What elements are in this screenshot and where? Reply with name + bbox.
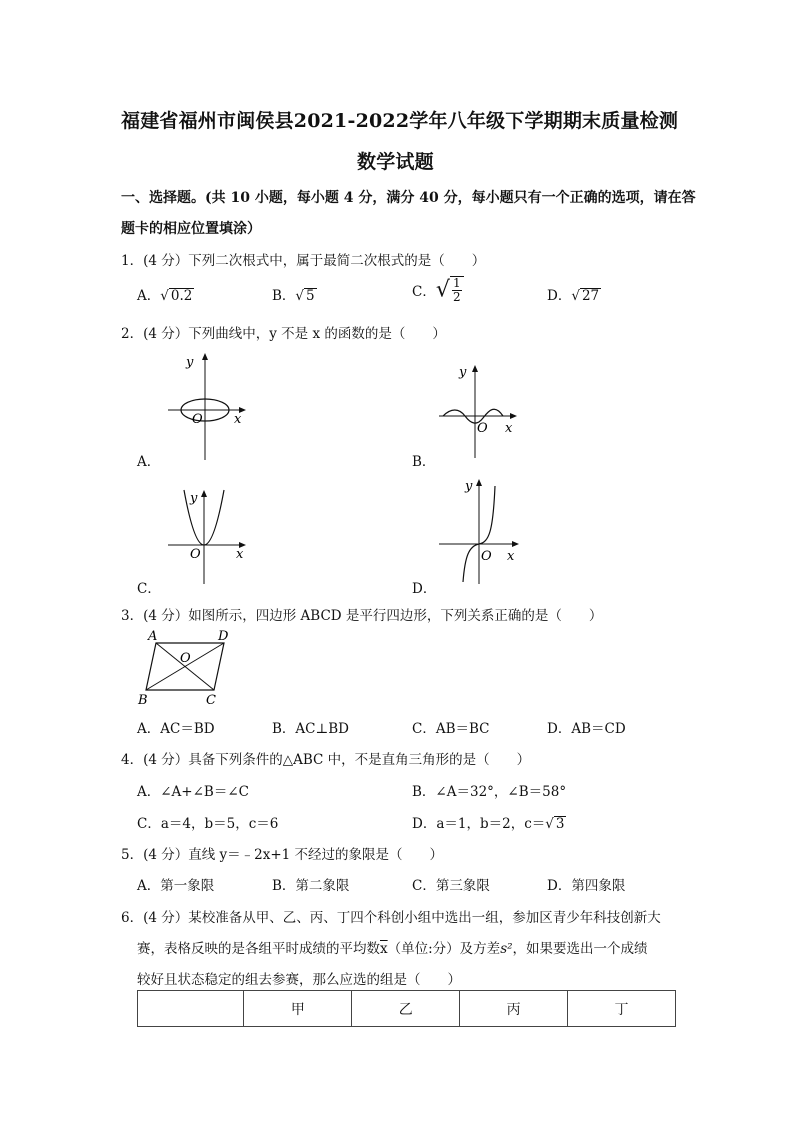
- question-6-line1: 6．(4 分）某校准备从甲、乙、丙、丁四个科创小组中选出一组，参加区青少年科技创新大: [121, 910, 661, 926]
- q2-graph-b: [435, 360, 525, 460]
- table-header-cell: [138, 991, 244, 1027]
- q4-option-d: D．a＝1，b＝2，c＝√ 3: [412, 816, 565, 832]
- page-subtitle: 数学试题: [357, 151, 434, 173]
- question-6-line2: 赛，表格反映的是各组平时成绩的平均数$\overline{x}$（单位:分）及方差s²，如果要选出一个成绩: [137, 941, 648, 957]
- svg-text:y: y: [190, 491, 198, 506]
- question-2-stem: 2．(4 分）下列曲线中，y 不是 x 的函数的是（ ）: [121, 326, 446, 342]
- svg-text:y: y: [465, 479, 473, 494]
- q1-d-radicand: 27: [581, 288, 600, 304]
- q4-option-c: C．a＝4，b＝5，c＝6: [137, 816, 279, 832]
- question-6-line3: 较好且状态稳定的组去参赛，那么应选的组是（ ）: [137, 972, 461, 988]
- svg-text:x: x: [505, 421, 513, 436]
- q2-graph-a: [160, 350, 250, 462]
- svg-text:O: O: [190, 547, 201, 562]
- svg-text:y: y: [186, 355, 194, 370]
- q2-graph-d: [435, 476, 525, 586]
- table-header-cell: 丁: [568, 991, 676, 1027]
- svg-text:y: y: [459, 365, 467, 380]
- q4-d-radicand: 3: [555, 816, 565, 832]
- q3-option-a: A．AC＝BD: [137, 721, 215, 737]
- q2-option-c-label: C．: [137, 581, 161, 597]
- q4-option-b: B．∠A＝32°，∠B＝58°: [412, 784, 567, 800]
- q2-option-b-label: B．: [412, 454, 436, 470]
- svg-text:O: O: [192, 412, 203, 427]
- table-header-row: [138, 991, 676, 1027]
- variance-symbol: s²: [500, 941, 513, 957]
- table-header-cell: 丙: [460, 991, 568, 1027]
- q1-b-radicand: 5: [306, 288, 315, 304]
- svg-text:x: x: [234, 412, 242, 427]
- question-3-stem: 3．(4 分）如图所示，四边形 ABCD 是平行四边形，下列关系正确的是（ ）: [121, 608, 603, 624]
- page-title: 福建省福州市闽侯县2021-2022学年八年级下学期期末质量检测: [121, 110, 679, 132]
- q5-option-a: A．第一象限: [137, 878, 215, 894]
- q1-option-d: D．√ 27: [547, 288, 600, 304]
- svg-text:x: x: [507, 549, 515, 564]
- svg-text:D: D: [218, 629, 229, 644]
- svg-text:C: C: [206, 693, 216, 708]
- question-1-stem: 1．(4 分）下列二次根式中，属于最简二次根式的是（ ）: [121, 253, 486, 269]
- q3-option-d: D．AB＝CD: [547, 721, 626, 737]
- question-5-stem: 5．(4 分）直线 y＝﹣2x+1 不经过的象限是（ ）: [121, 847, 444, 863]
- q2-option-a-label: A．: [137, 454, 161, 470]
- svg-text:O: O: [477, 421, 488, 436]
- svg-text:O: O: [180, 651, 191, 666]
- q1-option-c: C．√ $\frac{1}{2}$: [412, 276, 464, 304]
- q2-graph-c: [160, 488, 250, 588]
- q1-option-a: A．√ 0.2: [137, 288, 193, 304]
- q3-option-b: B．AC⊥BD: [272, 721, 349, 737]
- q1-option-b: B．√ 5: [272, 288, 315, 304]
- q5-option-b: B．第二象限: [272, 878, 350, 894]
- svg-text:O: O: [481, 549, 492, 564]
- q2-option-d-label: D．: [412, 581, 437, 597]
- table-header-cell: 乙: [352, 991, 460, 1027]
- question-4-stem: 4．(4 分）具备下列条件的△ABC 中，不是直角三角形的是（ ）: [121, 752, 531, 768]
- q3-option-c: C．AB＝BC: [412, 721, 490, 737]
- q5-option-c: C．第三象限: [412, 878, 490, 894]
- q6-score-table: [137, 990, 676, 1027]
- svg-text:B: B: [138, 693, 148, 708]
- q5-option-d: D．第四象限: [547, 878, 626, 894]
- section-heading-line1: 一、选择题。(共 10 小题，每小题 4 分，满分 40 分，每小题只有一个正确的选项，请在答: [121, 190, 696, 206]
- q4-option-a: A．∠A+∠B＝∠C: [137, 784, 249, 800]
- svg-text:A: A: [148, 629, 158, 644]
- table-header-cell: 甲: [244, 991, 352, 1027]
- svg-text:x: x: [236, 547, 244, 562]
- mean-symbol: $\overline{x}$: [380, 941, 388, 957]
- section-heading-line2: 题卡的相应位置填涂）: [121, 221, 261, 237]
- q1-a-radicand: 0.2: [170, 288, 193, 304]
- q3-parallelogram-figure: [134, 626, 238, 708]
